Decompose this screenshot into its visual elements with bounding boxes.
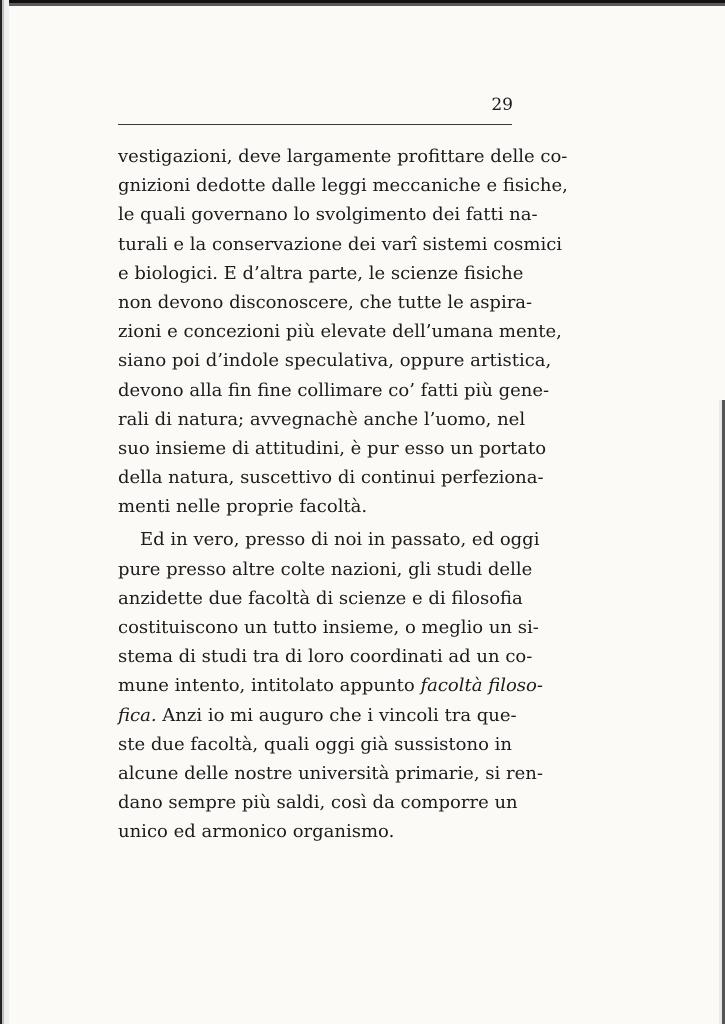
text-line: costituiscono un tutto insieme, o meglio un si- <box>118 617 539 638</box>
scan-binding-edge <box>0 0 9 1024</box>
text-line: anzidette due facoltà di scienze e di filosofia <box>118 587 523 609</box>
text-line: vestigazioni, deve largamente profittare delle co- <box>118 146 568 167</box>
text-line-with-italic <box>118 671 543 700</box>
text-segment: Anzi io mi auguro che i vincoli tra que- <box>162 704 517 726</box>
italic-term: facoltà filoso- <box>420 675 543 697</box>
text-line: stema di studi tra di loro coordinati ad un co- <box>118 646 533 668</box>
text-line: rali di natura; avvegnachè anche l’uomo, nel <box>118 408 526 430</box>
paragraph-2 <box>118 525 543 846</box>
text-line: pure presso altre colte nazioni, gli studi delle <box>118 558 533 580</box>
text-line: dano sempre più saldi, così da comporre un <box>118 792 518 814</box>
header-rule <box>118 124 512 125</box>
text-line: zioni e concezioni più elevate dell’umana mente, <box>118 321 562 343</box>
text-line: della natura, suscettivo di continui perfeziona- <box>118 467 544 489</box>
text-line: suo insieme di attitudini, è pur esso un portato <box>118 437 547 459</box>
text-line: siano poi d’indole speculativa, oppure artistica, <box>118 350 552 372</box>
page-number: 29 <box>491 95 513 115</box>
text-line: e biologici. E d’altra parte, le scienze fisiche <box>118 262 524 284</box>
text-segment: mune intento, intitolato appunto <box>118 675 415 697</box>
text-line: alcune delle nostre università primarie, si ren- <box>118 762 543 784</box>
italic-term: fica. <box>118 704 157 726</box>
text-line: devono alla fin fine collimare co’ fatti più gene- <box>118 379 550 401</box>
text-line: Ed in vero, presso di noi in passato, ed oggi <box>140 529 540 551</box>
text-line: ste due facoltà, quali oggi già sussistono in <box>118 733 512 755</box>
text-line: gnizioni dedotte dalle leggi meccaniche e fisiche, <box>118 175 568 197</box>
scan-top-border <box>0 0 725 6</box>
text-line: turali e la conservazione dei varî sistemi cosmici <box>118 233 563 255</box>
paragraph-1 <box>118 142 568 521</box>
scan-right-edge <box>719 400 725 1024</box>
text-line: le quali governano lo svolgimento dei fatti na- <box>118 204 538 226</box>
text-line-with-italic <box>118 701 517 730</box>
text-line: unico ed armonico organismo. <box>118 821 395 843</box>
text-line: non devono disconoscere, che tutte le aspira- <box>118 291 533 313</box>
text-line: menti nelle proprie facoltà. <box>118 496 368 518</box>
body-text <box>118 142 568 847</box>
